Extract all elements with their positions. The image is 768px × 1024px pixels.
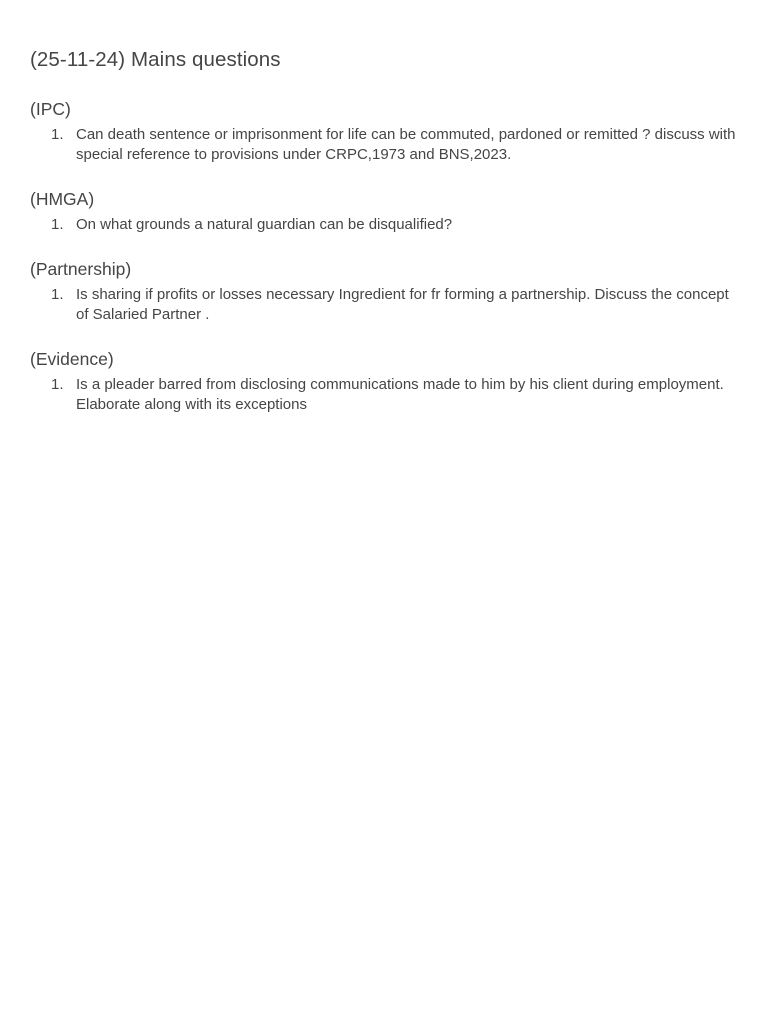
- section-partnership: [30, 258, 738, 325]
- list-item: [30, 125, 738, 165]
- question-text: On what grounds a natural guardian can be disqualified?: [76, 216, 453, 233]
- section-evidence: [30, 348, 738, 415]
- section-hmga: [30, 188, 738, 235]
- question-text: Can death sentence or imprisonment for life can be commuted, pardoned or remitted ? discuss with special reference to provisions under CRPC,1973 and BNS,2023.: [76, 126, 736, 163]
- question-list: [30, 285, 738, 325]
- question-number: 1.: [51, 126, 64, 143]
- question-list: [30, 125, 738, 165]
- question-number: 1.: [51, 286, 64, 303]
- question-text: Is a pleader barred from disclosing communications made to him by his client during employment. Elaborate along with its exceptions: [76, 376, 724, 413]
- question-list: [30, 375, 738, 415]
- question-list: [30, 215, 738, 235]
- question-number: 1.: [51, 376, 64, 393]
- document-title: (25-11-24) Mains questions: [30, 48, 281, 71]
- section-heading: (Partnership): [30, 259, 132, 279]
- question-text: Is sharing if profits or losses necessary Ingredient for fr forming a partnership. Discuss the concept of Salaried Partner .: [76, 286, 729, 323]
- section-ipc: [30, 98, 738, 165]
- list-item: [30, 285, 738, 325]
- section-heading: (Evidence): [30, 349, 114, 369]
- question-number: 1.: [51, 216, 64, 233]
- list-item: [30, 375, 738, 415]
- list-item: [30, 215, 738, 235]
- section-heading: (IPC): [30, 99, 71, 119]
- section-heading: (HMGA): [30, 189, 95, 209]
